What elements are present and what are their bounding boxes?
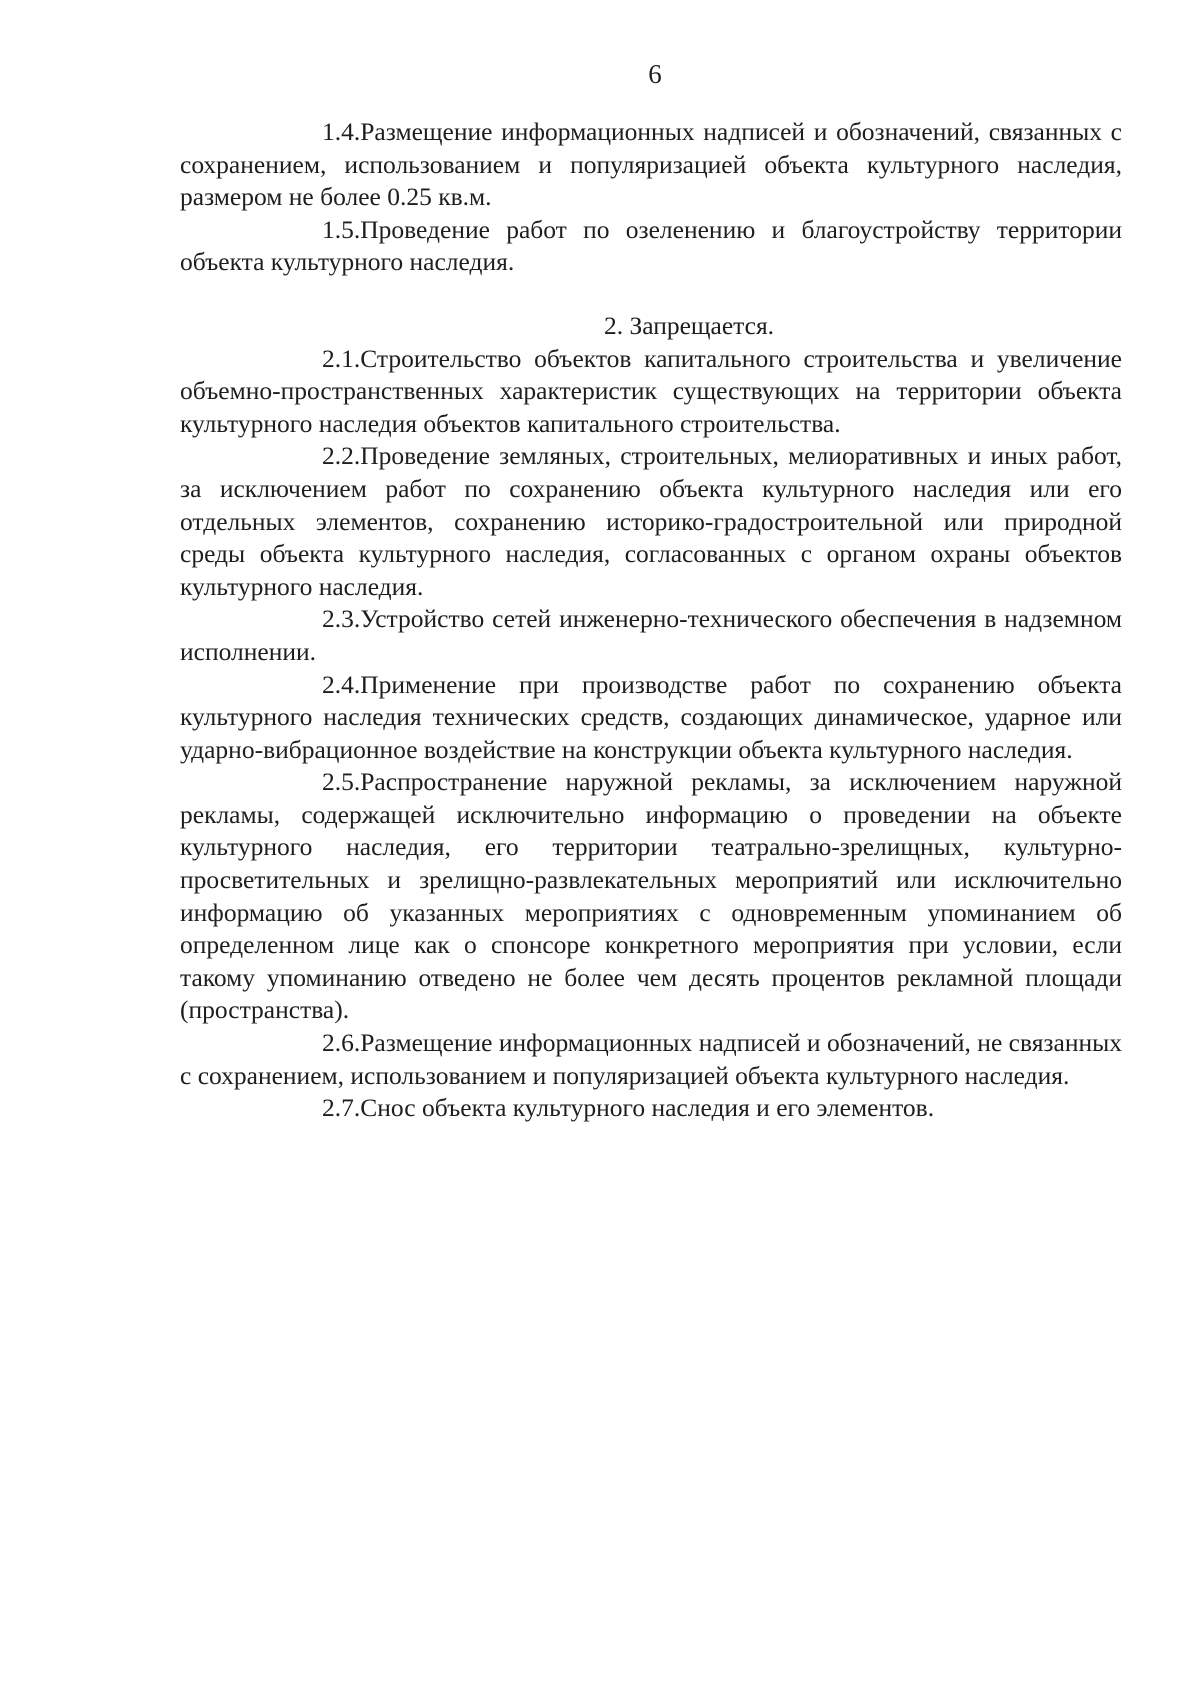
clause-text: Распространение наружной рекламы, за исключением наружной рекламы, содержащей исключительно информацию о проведении на объекте культурного наследия, его территории театрально-зрелищных, культурно-просветительных и зрелищно-развлекательных мероприятий или исключительно информацию об указанных мероприятиях с одновременным упоминанием об определенном лице как о спонсоре конкретного мероприятия при условии, если такому упоминанию отведено не более чем десять процентов рекламной площади (пространства). <box>180 767 1122 1025</box>
clause-number: 2.4. <box>322 669 361 699</box>
clause-1-5 <box>180 214 1122 279</box>
clause-number: 2.1. <box>322 343 361 373</box>
clause-text: Снос объекта культурного наследия и его элементов. <box>360 1093 935 1123</box>
clause-text: Проведение работ по озеленению и благоустройству территории объекта культурного наследия. <box>180 214 1122 277</box>
clause-text: Применение при производстве работ по сохранению объекта культурного наследия технических средств, создающих динамическое, ударное или ударно-вибрационное воздействие на конструкции объекта культурного наследия. <box>180 669 1122 764</box>
clause-number: 2.3. <box>322 604 361 634</box>
clause-2-1 <box>180 343 1122 441</box>
clause-number: 2.7. <box>322 1093 361 1123</box>
clause-number: 2.6. <box>322 1028 361 1058</box>
clause-2-6 <box>180 1027 1122 1092</box>
clause-number: 2.5. <box>322 767 361 797</box>
clause-2-3 <box>180 603 1122 668</box>
clause-number: 1.4. <box>322 117 361 146</box>
section-heading-prohibited: 2. Запрещается. <box>603 310 775 340</box>
clause-number: 2.2. <box>322 441 361 471</box>
clause-number: 1.5. <box>322 214 361 244</box>
clause-2-2 <box>180 440 1122 603</box>
clause-text: Строительство объектов капитального строительства и увеличение объемно-пространственных характеристик существующих на территории объекта культурного наследия объектов капитального строительства. <box>180 343 1122 438</box>
clause-1-4 <box>180 116 1122 214</box>
clause-text: Проведение земляных, строительных, мелиоративных и иных работ, за исключением работ по сохранению объекта культурного наследия или его отдельных элементов, сохранению историко-градостроительной или природной среды объекта культурного наследия, согласованных с органом охраны объектов культурного наследия. <box>180 441 1122 601</box>
clause-text: Размещение информационных надписей и обозначений, связанных с сохранением, использованием и популяризацией объекта культурного наследия, размером не более 0.25 кв.м. <box>180 117 1122 212</box>
page-number: 6 <box>648 59 662 89</box>
clause-text: Устройство сетей инженерно-технического обеспечения в надземном исполнении. <box>180 604 1122 666</box>
clause-2-4 <box>180 669 1122 767</box>
clause-text: Размещение информационных надписей и обозначений, не связанных с сохранением, использованием и популяризацией объекта культурного наследия. <box>180 1028 1122 1090</box>
clause-2-7 <box>180 1092 1122 1125</box>
clause-2-5 <box>180 766 1122 1027</box>
document-body <box>180 116 1122 1125</box>
